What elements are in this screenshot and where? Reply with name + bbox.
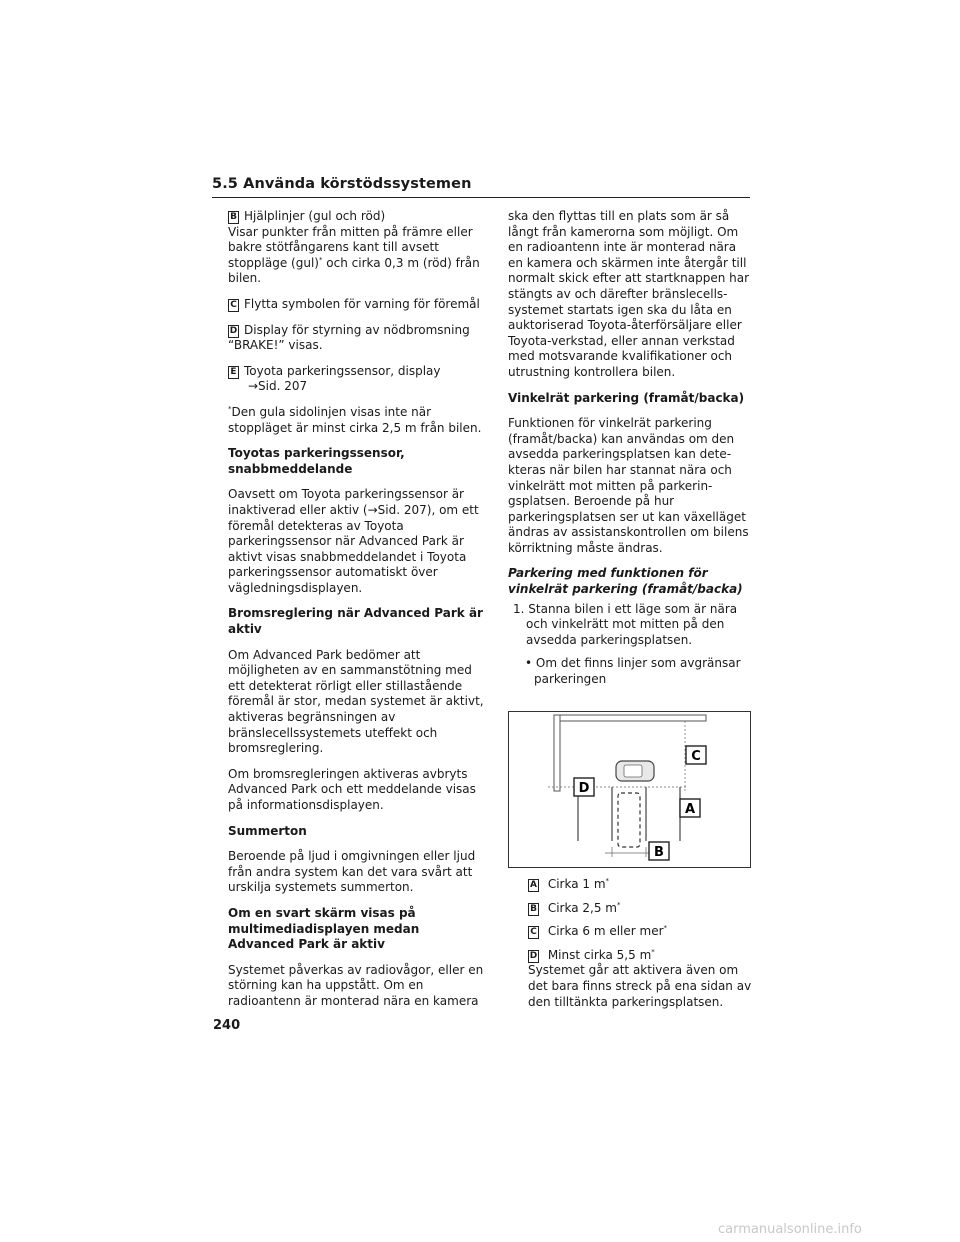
label-box-e: E	[228, 366, 239, 379]
page-reference-link[interactable]: →Sid. 207	[248, 379, 308, 394]
page-number: 240	[213, 1018, 241, 1033]
item-title: Flytta symbolen för varning för föremål	[244, 296, 480, 311]
svg-text:B: B	[654, 845, 664, 860]
paragraph: ska den flyttas till en plats som är så långt från kamerorna som möjligt. Om en radioantenn inte är monterad nära en kamera och skärmen inte återgår till normalt skick efter att startknappen har stängts av och därefter bränslecells-systemet startats igen ska du låta en auktoriserad Toyota-återförsäljare eller Toyota-verkstad, eller annan verkstad med motsvarande kvalifikationer och utrustning kontrollera bilen.	[508, 209, 750, 379]
paragraph: Systemet påverkas av radiovågor, eller en störning kan ha uppstått. Om en radioantenn är monterad nära en kamera	[228, 962, 484, 1008]
label-box-b: B	[528, 903, 539, 916]
heading-parking-sensor-popup: Toyotas parkeringssensor, snabbmeddelande	[228, 446, 405, 476]
label-box-c: C	[228, 299, 239, 312]
paragraph: Funktionen för vinkelrät parkering (framåt/backa) kan användas om den avsedda parkeringsplatsen kan dete-kteras när bilen har stannat nära och vinkelrätt mot mitten på parkerin-gsplatsen. Beroende på hur parkeringsplatsen ser ut kan växelläget ändras av assistanskontrollen om bilens körriktning måste ändras.	[508, 416, 749, 555]
paragraph: Oavsett om Toyota parkeringssensor är inaktiverad eller aktiv (→Sid. 207), om ett föremål detekteras av Toyota parkeringssensor när Advanced Park är aktivt visas snabbmeddelandet i Toyota parkeringssensor automatiskt över vägledningsdisplayen.	[228, 487, 479, 595]
item-title: Hjälplinjer (gul och röd)	[244, 209, 386, 223]
label-box-d: D	[529, 950, 538, 961]
heading-perpendicular-parking: Vinkelrät parkering (framåt/backa)	[508, 390, 745, 405]
heading-buzzer: Summerton	[228, 823, 307, 838]
legend-item-d: D Minst cirka 5,5 m* Systemet går att aktivera även om det bara finns streck på ena sidan av den tilltänkta parkeringsplatsen.	[528, 948, 754, 1010]
section-header	[212, 176, 750, 198]
step-1: 1. Stanna bilen i ett läge som är nära och vinkelrätt mot mitten på den avsedda parkeringsplatsen.	[513, 601, 738, 647]
diagram-legend	[528, 877, 754, 1018]
diagram-label-a	[680, 799, 700, 817]
diagram-frame	[509, 712, 751, 868]
label-box-b: B	[228, 211, 239, 224]
section-divider	[212, 197, 750, 198]
label-box-d: D	[229, 325, 238, 336]
heading-black-screen: Om en svart skärm visas på multimediadisplayen medan Advanced Park är aktiv	[228, 905, 420, 952]
label-box-a: A	[528, 879, 539, 892]
right-column	[508, 209, 752, 698]
legend-item-body: Systemet går att aktivera även om det bara finns streck på ena sidan av den tilltänkta parkeringsplatsen.	[528, 963, 752, 1009]
svg-text:A: A	[684, 802, 696, 817]
curb-top	[554, 715, 706, 721]
item-body: Visar punkter från mitten på främre eller bakre stötfångarens kant till avsett stoppläge (gul)* och cirka 0,3 m (röd) från bilen.	[228, 224, 480, 286]
list-item-e	[228, 364, 488, 395]
list-item-c	[228, 297, 488, 313]
list-item-d	[228, 323, 488, 354]
diagram-label-b	[649, 842, 669, 860]
car-roof	[624, 765, 642, 777]
svg-text:D: D	[578, 781, 590, 796]
legend-item-a: A Cirka 1 m*	[528, 877, 754, 893]
item-title: Toyota parkeringssensor, display	[244, 363, 441, 378]
legend-item-b: B Cirka 2,5 m*	[528, 901, 754, 917]
legend-item-c: C Cirka 6 m eller mer*	[528, 924, 754, 940]
section-title: 5.5 Använda körstödssystemen	[212, 176, 472, 192]
subheading-parking-function: Parkering med funktionen för vinkelrät parkering (framåt/backa)	[508, 566, 743, 597]
left-column	[228, 209, 488, 1020]
watermark: carmanualsonline.info	[718, 1222, 862, 1237]
bullet-item: • Om det finns linjer som avgränsar parkeringen	[525, 656, 741, 687]
footnote: *Den gula sidolinjen visas inte när stoppläget är minst cirka 2,5 m från bilen.	[228, 404, 482, 435]
paragraph: Om bromsregleringen aktiveras avbryts Advanced Park och ett meddelande visas på informationsdisplayen.	[228, 766, 476, 812]
curb-left	[554, 715, 560, 791]
parking-diagram	[508, 711, 751, 868]
diagram-label-c	[686, 746, 706, 764]
svg-text:C: C	[691, 749, 701, 764]
diagram-label-d	[574, 778, 594, 796]
paragraph: Beroende på ljud i omgivningen eller ljud från andra system kan det vara svårt att urskilja systemets summerton.	[228, 849, 476, 895]
item-title: Display för styrning av nödbromsning	[244, 322, 470, 337]
label-box-c: C	[528, 926, 539, 939]
item-body: “BRAKE!” visas.	[228, 338, 323, 353]
heading-brake-control: Bromsreglering när Advanced Park är aktiv	[228, 606, 483, 637]
list-item-b	[228, 209, 488, 287]
paragraph: Om Advanced Park bedömer att möjligheten av en sammanstötning med ett detekterat rörligt eller stillastående föremål är stor, medan systemet är aktivt, aktiveras begränsningen av bränslecellssystemets uteffekt och bromsreglering.	[228, 647, 484, 756]
